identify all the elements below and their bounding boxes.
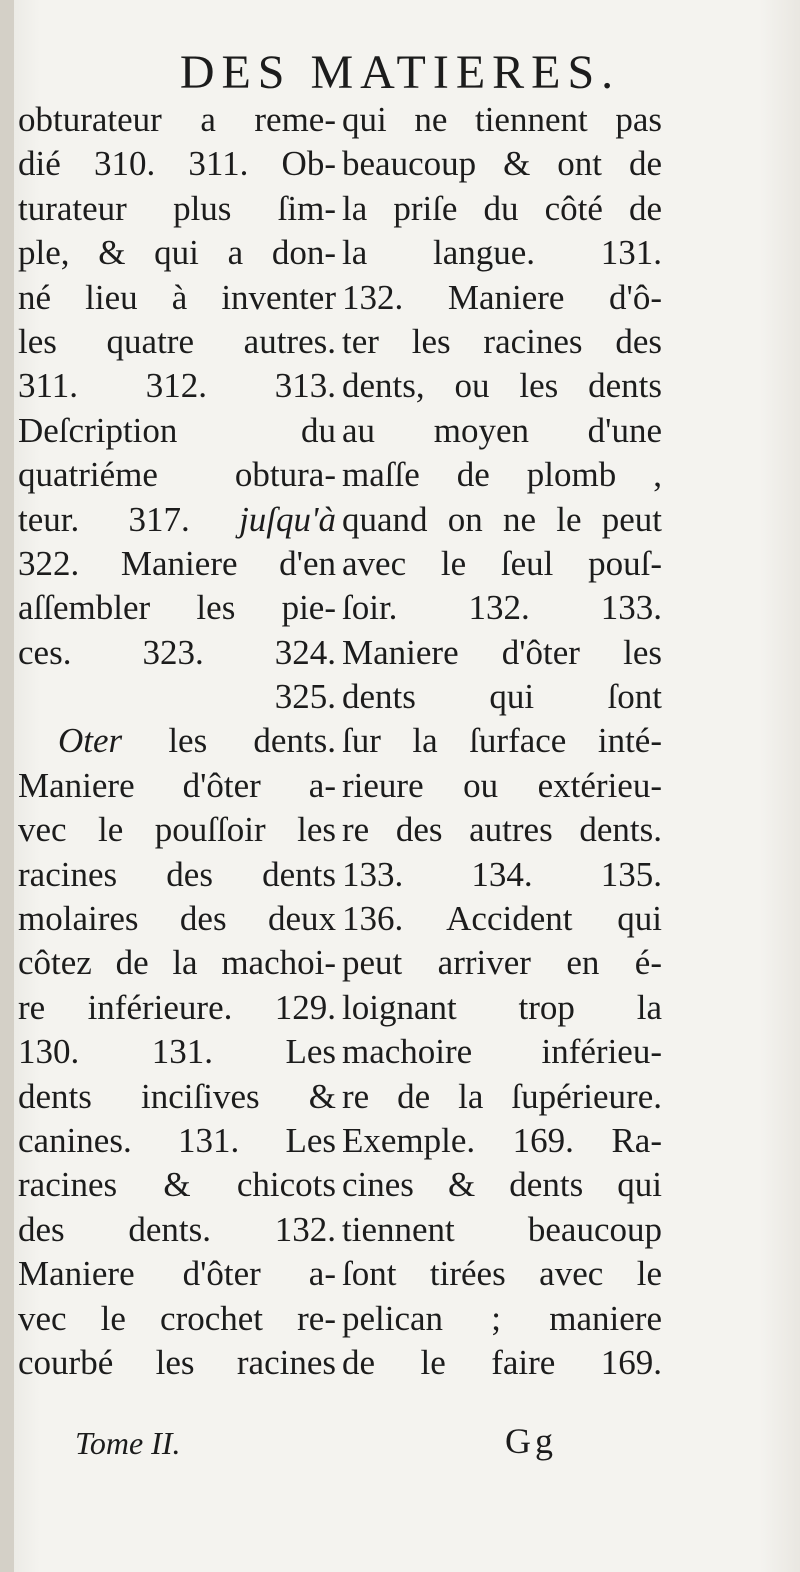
index-line: des dents. 132. (18, 1209, 336, 1249)
index-line: né lieu à inventer (18, 277, 336, 317)
index-entry-heading (18, 719, 336, 763)
index-line: Exemple. 169. Ra- (342, 1120, 662, 1160)
index-line: au moyen d'une (342, 410, 662, 450)
running-header: DES MATIERES. (179, 46, 621, 99)
index-line: rieure ou extérieu- (342, 765, 662, 805)
index-line: dié 310. 311. Ob- (18, 144, 336, 184)
index-line: vec le crochet re- (18, 1298, 336, 1338)
index-line: la priſe du côté de (342, 188, 662, 228)
index-line: les quatre autres. (18, 321, 336, 361)
index-line: 311. 312. 313. (18, 366, 336, 406)
index-line: pelican ; maniere (342, 1298, 662, 1338)
index-line: re de la ſupérieure. (342, 1076, 662, 1116)
index-line: loignant trop la (342, 987, 662, 1027)
index-line: maſſe de plomb , (342, 455, 662, 495)
index-line: courbé les racines (18, 1342, 336, 1382)
index-line (18, 498, 336, 542)
index-line: 133. 134. 135. (342, 854, 662, 894)
page-gutter (0, 0, 14, 1572)
index-line: de le faire 169. (342, 1342, 662, 1382)
left-column (18, 98, 336, 1385)
index-line: 130. 131. Les (18, 1032, 336, 1072)
index-line: 322. Maniere d'en (18, 543, 336, 583)
index-line: Maniere d'ôter les (342, 632, 662, 672)
right-column (342, 98, 662, 1385)
index-line: ter les racines des (342, 321, 662, 361)
index-line-text: teur. 317. (18, 499, 190, 539)
index-line: cines & dents qui (342, 1165, 662, 1205)
index-line: ſont tirées avec le (342, 1254, 662, 1294)
index-line: quand on ne le peut (342, 499, 662, 539)
index-line-italic: juſqu'à (239, 499, 337, 539)
index-line: ſoir. 132. 133. (342, 588, 662, 628)
index-line: quatriéme obtura- (18, 455, 336, 495)
index-line: aſſembler les pie- (18, 588, 336, 628)
index-line: dents qui ſont (342, 677, 662, 717)
index-line: vec le pouſſoir les (18, 810, 336, 850)
index-line: ſur la ſurface inté- (342, 721, 662, 761)
index-line: re inférieure. 129. (18, 987, 336, 1027)
index-line: re des autres dents. (342, 810, 662, 850)
index-line: Deſcription du (18, 410, 336, 450)
index-line: dents, ou les dents (342, 366, 662, 406)
index-line: machoire inférieu- (342, 1032, 662, 1072)
index-line: Maniere d'ôter a- (18, 1254, 336, 1294)
index-line: ces. 323. 324. (18, 632, 336, 672)
footer-signature-mark: Gg (505, 1421, 557, 1461)
index-line: racines des dents (18, 854, 336, 894)
index-line: la langue. 131. (342, 233, 662, 273)
index-line: turateur plus ſim- (18, 188, 336, 228)
index-line: racines & chicots (18, 1165, 336, 1205)
index-line: beaucoup & ont de (342, 144, 662, 184)
index-line: peut arriver en é- (342, 943, 662, 983)
index-line: 132. Maniere d'ô- (342, 277, 662, 317)
index-line: 325. (274, 677, 336, 717)
index-line: qui ne tiennent pas (342, 100, 662, 139)
index-line: dents inciſives & (18, 1076, 336, 1116)
footer-volume: Tome II. (75, 1425, 181, 1461)
index-heading-text: les dents. (168, 721, 337, 761)
index-line: 136. Accident qui (342, 899, 662, 939)
index-line: obturateur a reme- (18, 100, 336, 139)
index-heading-word: Oter (58, 721, 123, 761)
index-line: côtez de la machoi- (18, 943, 336, 983)
index-line: Maniere d'ôter a- (18, 765, 336, 805)
index-line: canines. 131. Les (18, 1120, 336, 1160)
index-line: ple, & qui a don- (18, 233, 336, 273)
index-line: molaires des deux (18, 899, 336, 939)
index-line: tiennent beaucoup (342, 1209, 662, 1249)
index-line: avec le ſeul pouſ- (342, 543, 662, 583)
